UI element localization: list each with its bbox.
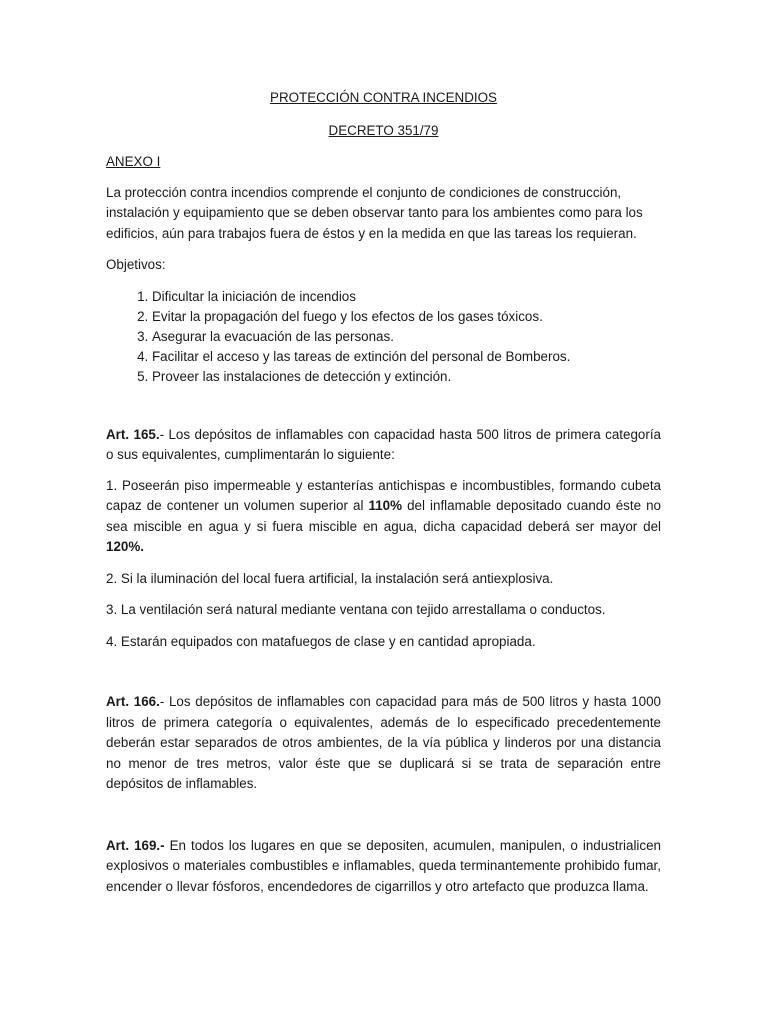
document-page [106,88,661,897]
article-169-label: Art. 169.- [106,837,165,853]
annex-heading: ANEXO I [106,154,161,169]
objectives-list [106,287,661,387]
article-165-item-2: 2. Si la iluminación del local fuera artificial, la instalación será antiexplosiva. [106,570,554,586]
item-1-text-b: del inflamable depositado cuando éste no sea miscible en agua y si fuera miscible en agua, dicha capacidad deberá ser mayor del [106,498,661,534]
item-1-percent-110: 110% [368,498,403,513]
article-165 [106,425,661,466]
article-166-text: - Los depósitos de inflamables con capacidad para más de 500 litros y hasta 1000 litros de primera categoría o equivalentes, además de lo especificado precedentemente deberán estar separados de otros ambientes, de la vía pública y linderos por una distancia no menor de tres metros, valor éste que se duplicará si se trata de separación entre depósitos de inflamables. [106,694,662,791]
article-165-item-3: 3. La ventilación será natural mediante ventana con tejido arrestallama o conductos. [106,602,606,617]
objectives-label: Objetivos: [106,257,166,272]
article-169 [106,836,661,898]
document-title: PROTECCIÓN CONTRA INCENDIOS [270,90,497,105]
article-169-text: En todos los lugares en que se depositen, acumulen, manipulen, o industrialicen explosivos o materiales combustibles e inflamables, queda terminantemente prohibido fumar, encender o llevar fósforos, encendedores de cigarrillos y otro artefacto que produzca llama. [106,837,661,894]
objective-item: 4. Facilitar el acceso y las tareas de extinción del personal de Bomberos. [152,347,661,367]
objective-item: 1. Dificultar la iniciación de incendios [152,287,661,307]
article-165-item-4: 4. Estarán equipados con matafuegos de clase y en cantidad apropiada. [106,633,536,649]
article-165-label: Art. 165. [106,426,160,442]
objective-item: 3. Asegurar la evacuación de las personas. [152,327,661,347]
objective-item: 2. Evitar la propagación del fuego y los efectos de los gases tóxicos. [152,307,661,327]
decree-number: DECRETO 351/79 [328,122,439,138]
article-165-item-1 [106,476,661,558]
intro-paragraph: La protección contra incendios comprende el conjunto de condiciones de construcción, instalación y equipamiento que se deben observar tanto para los ambientes como para los edificios, aún para trabajos fuera de éstos y en la medida en que las tareas los requieran. [106,184,643,241]
article-166-label: Art. 166. [106,694,160,709]
item-1-text-a: 1. Poseerán piso impermeable y estanterías antichispas e incombustibles, formando cubeta capaz de contener un volumen superior al [106,477,661,513]
article-166 [106,692,661,795]
item-1-percent-120: 120%. [106,539,144,554]
objective-item: 5. Proveer las instalaciones de detección y extinción. [152,367,661,387]
article-165-text: - Los depósitos de inflamables con capacidad hasta 500 litros de primera categoría o sus equivalentes, cumplimentarán lo siguiente: [106,426,661,462]
